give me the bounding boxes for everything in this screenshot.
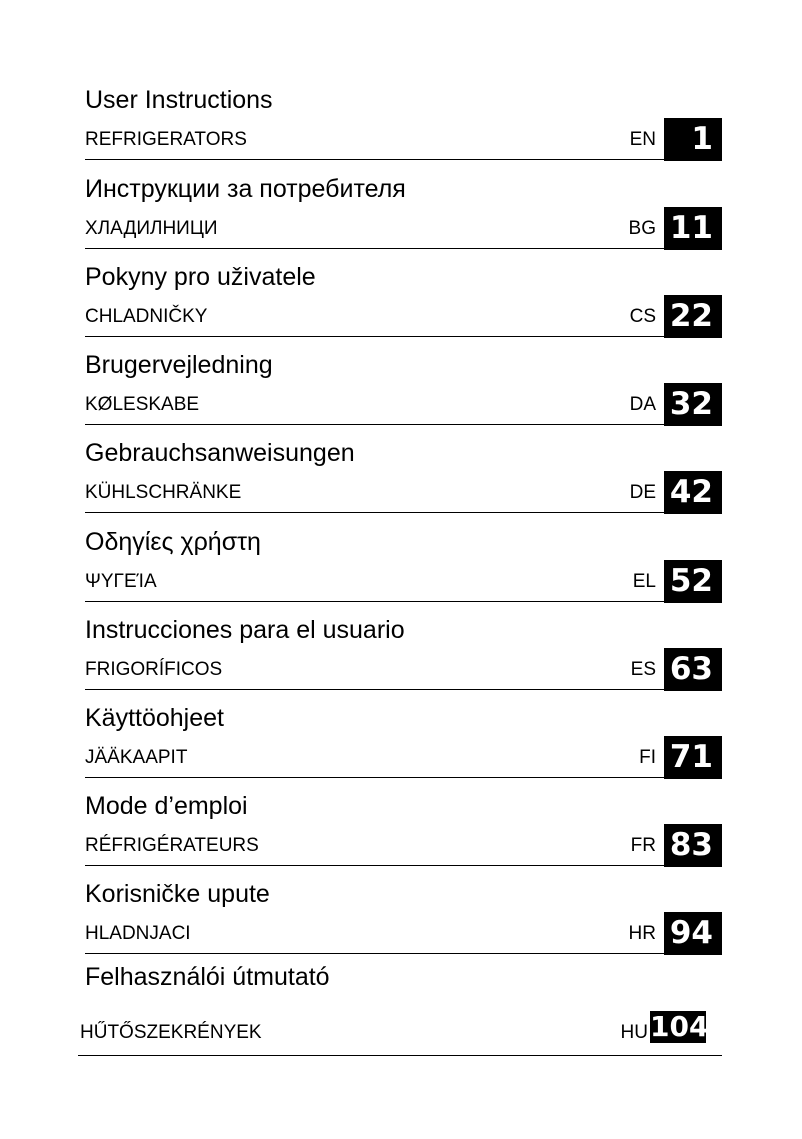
language-code: CS xyxy=(629,306,656,327)
language-code: ES xyxy=(630,659,656,680)
entry-subtitle: CHLADNIČKY xyxy=(85,306,208,327)
language-entry-cs xyxy=(0,262,802,350)
entry-subtitle: REFRIGERATORS xyxy=(85,129,247,150)
language-entry-de xyxy=(0,438,802,526)
divider xyxy=(85,953,664,954)
language-code: BG xyxy=(628,218,656,239)
language-entry-es xyxy=(0,615,802,703)
page-number: 11 xyxy=(664,207,722,250)
entry-title: Instrucciones para el usuario xyxy=(85,616,405,644)
page-number: 94 xyxy=(664,912,722,955)
page-number: 83 xyxy=(664,824,722,867)
language-code: EL xyxy=(632,571,656,592)
page-number: 32 xyxy=(664,383,722,426)
page-number: 42 xyxy=(664,471,722,514)
divider xyxy=(85,601,664,602)
language-code: EN xyxy=(629,129,656,150)
language-entry-bg xyxy=(0,174,802,262)
entry-title: Korisničke upute xyxy=(85,880,270,908)
divider xyxy=(85,865,664,866)
language-entry-en xyxy=(0,85,802,173)
divider xyxy=(85,689,664,690)
divider xyxy=(85,159,664,160)
language-entry-hu xyxy=(0,962,802,1062)
language-code: HU xyxy=(620,1022,648,1043)
entry-title: Brugervejledning xyxy=(85,351,273,379)
language-entry-fr xyxy=(0,791,802,879)
entry-subtitle: KØLESKABE xyxy=(85,394,200,415)
divider xyxy=(85,512,664,513)
language-entry-el xyxy=(0,527,802,615)
page-number: 63 xyxy=(664,648,722,691)
language-code: FR xyxy=(630,835,656,856)
entry-subtitle: KÜHLSCHRÄNKE xyxy=(85,482,242,503)
entry-title: Mode d’emploi xyxy=(85,792,248,820)
entry-subtitle: ХЛАДИЛНИЦИ xyxy=(85,218,218,239)
language-code: DE xyxy=(629,482,656,503)
divider xyxy=(85,336,664,337)
page-number: 71 xyxy=(664,736,722,779)
language-entry-fi xyxy=(0,703,802,791)
entry-subtitle: HLADNJACI xyxy=(85,923,191,944)
entry-subtitle: FRIGORÍFICOS xyxy=(85,659,223,680)
entry-title: Pokyny pro uživatele xyxy=(85,263,316,291)
page-number: 22 xyxy=(664,295,722,338)
language-entry-hr xyxy=(0,879,802,967)
language-code: HR xyxy=(628,923,656,944)
entry-subtitle: RÉFRIGÉRATEURS xyxy=(85,835,259,856)
language-code: FI xyxy=(639,747,656,768)
language-entry-da xyxy=(0,350,802,438)
divider xyxy=(85,777,664,778)
divider xyxy=(85,248,664,249)
divider xyxy=(85,424,664,425)
entry-title: Инструкции за потребителя xyxy=(85,175,406,203)
entry-subtitle: HŰTŐSZEKRÉNYEK xyxy=(80,1022,262,1043)
page-number: 52 xyxy=(664,560,722,603)
entry-title: User Instructions xyxy=(85,86,273,114)
entry-title: Gebrauchsanweisungen xyxy=(85,439,355,467)
entry-subtitle: ΨΥΓΕΊΑ xyxy=(85,571,157,592)
page-number: 104 xyxy=(650,1010,709,1043)
language-code: DA xyxy=(629,394,656,415)
entry-title: Käyttöohjeet xyxy=(85,704,224,732)
entry-title: Οδηγίες χρήστη xyxy=(85,528,261,556)
divider xyxy=(78,1055,722,1056)
page-number: 1 xyxy=(664,118,722,161)
entry-subtitle: JÄÄKAAPIT xyxy=(85,747,188,768)
entry-title: Felhasználói útmutató xyxy=(85,963,330,991)
